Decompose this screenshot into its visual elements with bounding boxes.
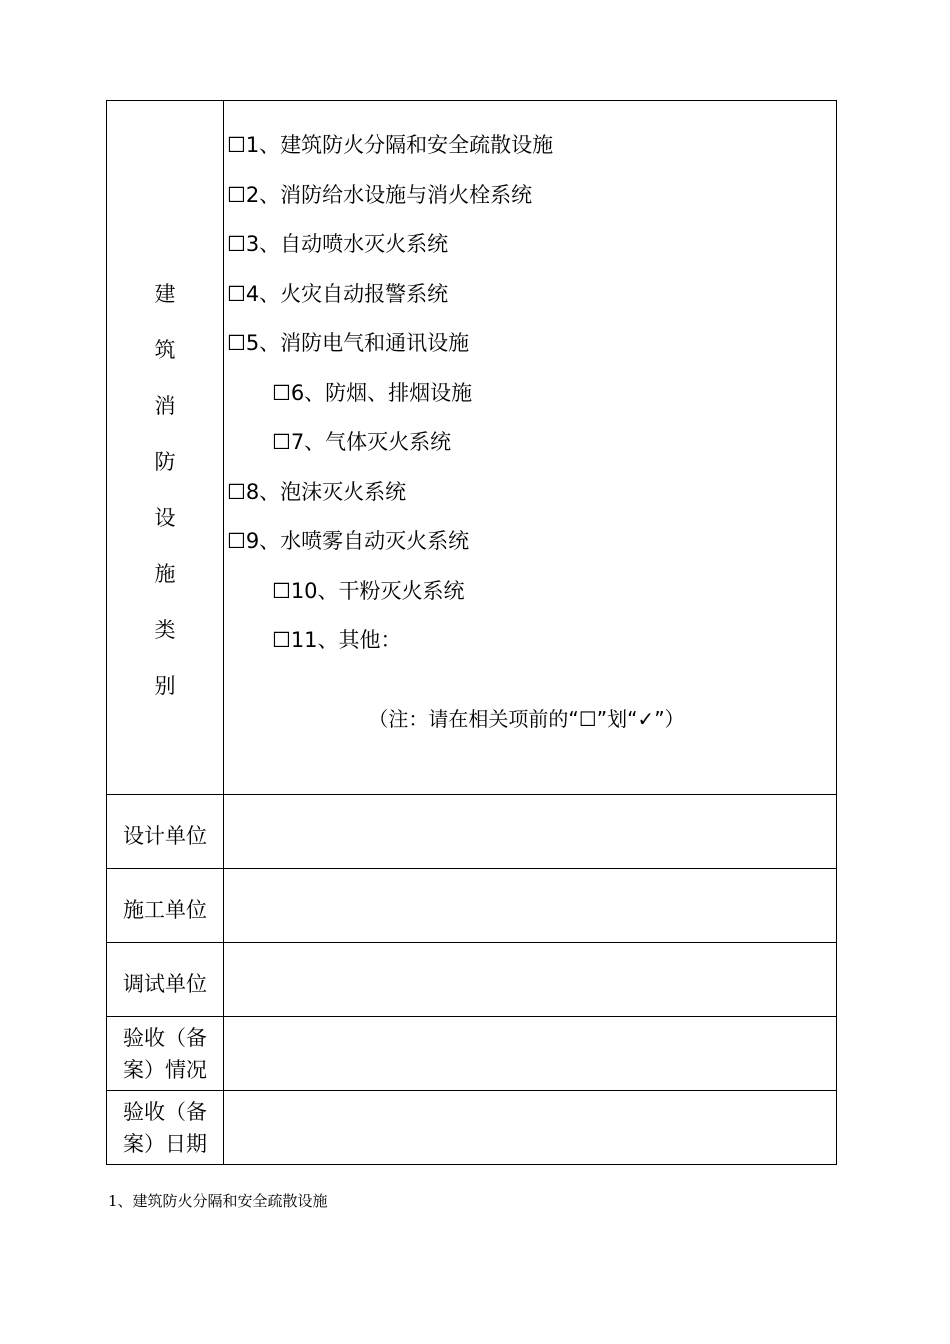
debug-unit-label-cell [107,943,224,1017]
option-item-7[interactable]: ☐7、气体灭火系统 [272,430,452,454]
category-char: 别 [154,674,176,698]
acceptance-date-label-line2: 案）日期 [123,1131,207,1156]
construction-unit-label-cell [107,869,224,943]
debug-unit-label: 调试单位 [123,971,207,996]
option-item-10[interactable]: ☐10、干粉灭火系统 [272,578,465,603]
category-vertical-label [107,181,223,714]
category-char: 消 [154,394,176,418]
option-item-1[interactable]: ☐1、建筑防火分隔和安全疏散设施 [227,133,554,157]
category-label-cell [107,101,224,795]
option-item-9[interactable]: ☐9、水喷雾自动灭火系统 [227,529,470,553]
option-item-5[interactable]: ☐5、消防电气和通讯设施 [227,331,470,355]
option-item-11[interactable]: ☐11、其他： [272,628,402,652]
instruction-note: （注：请在相关项前的“☐”划“✓”） [368,706,685,731]
acceptance-date-label-cell [107,1091,224,1165]
design-unit-row [107,795,837,869]
category-char: 设 [154,506,176,530]
option-item-6[interactable]: ☐6、防烟、排烟设施 [272,380,473,405]
acceptance-date-row [107,1091,837,1165]
construction-unit-input-cell[interactable] [224,869,837,943]
debug-unit-row [107,943,837,1017]
acceptance-status-input-cell[interactable] [224,1017,837,1091]
option-item-8[interactable]: ☐8、泡沫灭火系统 [227,479,407,504]
category-char: 筑 [154,338,176,362]
construction-unit-row [107,869,837,943]
construction-unit-label: 施工单位 [123,897,207,922]
option-item-4[interactable]: ☐4、火灾自动报警系统 [227,281,449,306]
acceptance-status-label [107,1022,223,1086]
acceptance-date-label-line1: 验收（备 [123,1099,207,1124]
acceptance-date-label [107,1096,223,1160]
category-char: 类 [154,618,176,642]
acceptance-date-input-cell[interactable] [224,1091,837,1165]
option-item-2[interactable]: ☐2、消防给水设施与消火栓系统 [227,182,533,207]
footer-heading: 1、建筑防火分隔和安全疏散设施 [108,1192,328,1210]
acceptance-status-label-line1: 验收（备 [123,1025,207,1050]
design-unit-input-cell[interactable] [224,795,837,869]
fire-facility-form-table [106,100,837,1165]
category-char: 施 [154,562,176,586]
category-char: 防 [154,450,176,474]
category-options-cell [224,101,837,795]
acceptance-status-label-line2: 案）情况 [123,1057,207,1082]
category-char: 建 [154,282,176,306]
option-item-3[interactable]: ☐3、自动喷水灭火系统 [227,232,449,256]
debug-unit-input-cell[interactable] [224,943,837,1017]
category-options-list [224,101,836,732]
design-unit-label-cell [107,795,224,869]
acceptance-status-label-cell [107,1017,224,1091]
acceptance-status-row [107,1017,837,1091]
design-unit-label: 设计单位 [123,823,207,848]
facility-category-row [107,101,837,795]
